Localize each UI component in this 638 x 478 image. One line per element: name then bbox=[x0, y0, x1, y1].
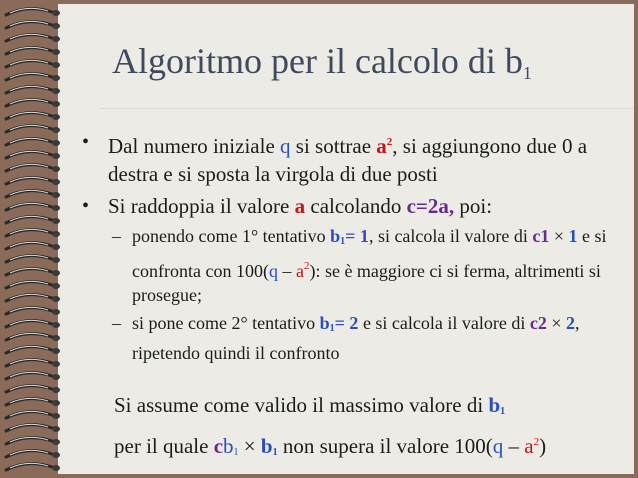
sub-1-text-c: e si confronta con 100( bbox=[132, 226, 607, 281]
binding-hole bbox=[52, 205, 60, 211]
sub-bullet-1 bbox=[80, 224, 628, 307]
binding-hole bbox=[52, 335, 60, 341]
binding-hole bbox=[52, 114, 60, 120]
note-close: ) bbox=[539, 434, 547, 458]
binding-hole bbox=[52, 75, 60, 81]
var-q: q bbox=[280, 134, 291, 158]
binding-hole bbox=[52, 374, 60, 380]
binding-hole bbox=[52, 257, 60, 263]
times-sign: × bbox=[546, 313, 567, 333]
binding-hole bbox=[52, 387, 60, 393]
times-sign: × bbox=[549, 226, 569, 246]
var-b: b bbox=[223, 434, 234, 458]
eq-value: = 2 bbox=[334, 313, 359, 333]
bullet-1-text-a: Dal numero iniziale bbox=[108, 134, 281, 158]
binding-hole bbox=[52, 179, 60, 185]
binding-hole bbox=[52, 101, 60, 107]
binding-hole bbox=[52, 36, 60, 42]
binding-hole bbox=[52, 309, 60, 315]
bullet-1 bbox=[80, 128, 628, 188]
binding-hole bbox=[52, 283, 60, 289]
var-c1: c1 bbox=[532, 226, 550, 246]
times-sign: × bbox=[238, 434, 261, 458]
title-text: Algoritmo per il calcolo di b bbox=[112, 41, 523, 81]
binding-hole bbox=[52, 62, 60, 68]
binding-hole bbox=[52, 140, 60, 146]
note-line-2 bbox=[114, 427, 624, 468]
bullet-2-text-c: poi: bbox=[454, 194, 493, 218]
note-text-b: per il quale bbox=[114, 434, 214, 458]
var-q: q bbox=[492, 434, 504, 458]
var-b: b bbox=[260, 434, 273, 458]
var-a: a bbox=[524, 434, 534, 458]
binding-hole bbox=[52, 10, 60, 16]
binding-hole bbox=[52, 322, 60, 328]
binding-hole bbox=[52, 296, 60, 302]
binding-hole bbox=[52, 192, 60, 198]
note-line-1 bbox=[114, 390, 624, 427]
bullet-1-text-b: si sottrae bbox=[290, 134, 377, 158]
bullet-dot: • bbox=[82, 195, 90, 217]
sub-bullet-dash: – bbox=[112, 313, 121, 333]
var-c: c bbox=[213, 434, 224, 458]
value-1: 1 bbox=[568, 226, 578, 246]
binding-hole bbox=[52, 413, 60, 419]
bullet-1-text-c: , si aggiungono due 0 a destra e si sposta la virgola di due posti bbox=[108, 134, 588, 186]
sub-2-text-a: si pone come 2° tentativo bbox=[132, 313, 320, 333]
var-c: c=2a, bbox=[406, 194, 455, 218]
sub-bullet-2 bbox=[80, 311, 628, 365]
bullet-2-text-b: calcolando bbox=[305, 194, 407, 218]
binding-hole bbox=[52, 439, 60, 445]
conclusion-note bbox=[114, 390, 624, 468]
binding-hole bbox=[52, 23, 60, 29]
sub-1-text-b: , si calcola il valore di bbox=[368, 226, 533, 246]
binding-hole bbox=[52, 244, 60, 250]
sub-1: 1 bbox=[329, 323, 335, 334]
note-text-a: Si assume come valido il massimo valore di bbox=[114, 393, 489, 417]
binding-hole bbox=[52, 348, 60, 354]
binding-hole bbox=[52, 166, 60, 172]
sub-1: 1 bbox=[272, 447, 278, 458]
var-c2: c2 bbox=[529, 313, 547, 333]
bullet-dot: • bbox=[82, 131, 90, 153]
binding-hole bbox=[52, 88, 60, 94]
bullet-2-text-a: Si raddoppia il valore bbox=[108, 194, 295, 218]
sub-2-text-c: , ripetendo quindi il confronto bbox=[132, 313, 580, 363]
binding-hole bbox=[52, 231, 60, 237]
binding-hole bbox=[52, 153, 60, 159]
binding-hole bbox=[52, 361, 60, 367]
binding-hole bbox=[52, 270, 60, 276]
var-q: q bbox=[268, 261, 278, 281]
title-divider bbox=[100, 108, 634, 109]
var-a: a bbox=[376, 134, 387, 158]
sub-2-text-b: e si calcola il valore di bbox=[358, 313, 530, 333]
note-text-c: non supera il valore 100( bbox=[277, 434, 493, 458]
var-b: b bbox=[330, 226, 341, 246]
var-a: a bbox=[294, 194, 306, 218]
binding-hole bbox=[52, 465, 60, 471]
binding-hole bbox=[52, 400, 60, 406]
minus-sign: – bbox=[503, 434, 525, 458]
spiral-binding bbox=[0, 0, 80, 478]
exp-2: 2 bbox=[533, 436, 540, 448]
title-subscript: 1 bbox=[522, 63, 532, 83]
exp-2: 2 bbox=[386, 136, 393, 148]
sub-1: 1 bbox=[233, 447, 239, 458]
binding-hole bbox=[52, 49, 60, 55]
slide-title bbox=[112, 40, 532, 84]
binding-hole bbox=[52, 426, 60, 432]
sub-bullet-dash: – bbox=[112, 226, 121, 246]
value-2: 2 bbox=[566, 313, 576, 333]
var-a: a bbox=[295, 261, 304, 281]
var-b: b bbox=[319, 313, 330, 333]
binding-hole bbox=[52, 218, 60, 224]
sub-1: 1 bbox=[340, 236, 346, 247]
slide-body bbox=[80, 128, 628, 369]
binding-hole bbox=[52, 452, 60, 458]
exp-2: 2 bbox=[303, 260, 310, 272]
bullet-2 bbox=[80, 192, 628, 220]
var-b: b bbox=[488, 393, 501, 417]
sub-1-text-a: ponendo come 1° tentativo bbox=[132, 226, 331, 246]
eq-value: = 1 bbox=[345, 226, 369, 246]
minus-sign: – bbox=[277, 261, 296, 281]
binding-hole bbox=[52, 127, 60, 133]
sub-1: 1 bbox=[500, 406, 506, 417]
sub-1-text-d: ): se è maggiore ci si ferma, altrimenti si prosegue; bbox=[132, 261, 601, 305]
